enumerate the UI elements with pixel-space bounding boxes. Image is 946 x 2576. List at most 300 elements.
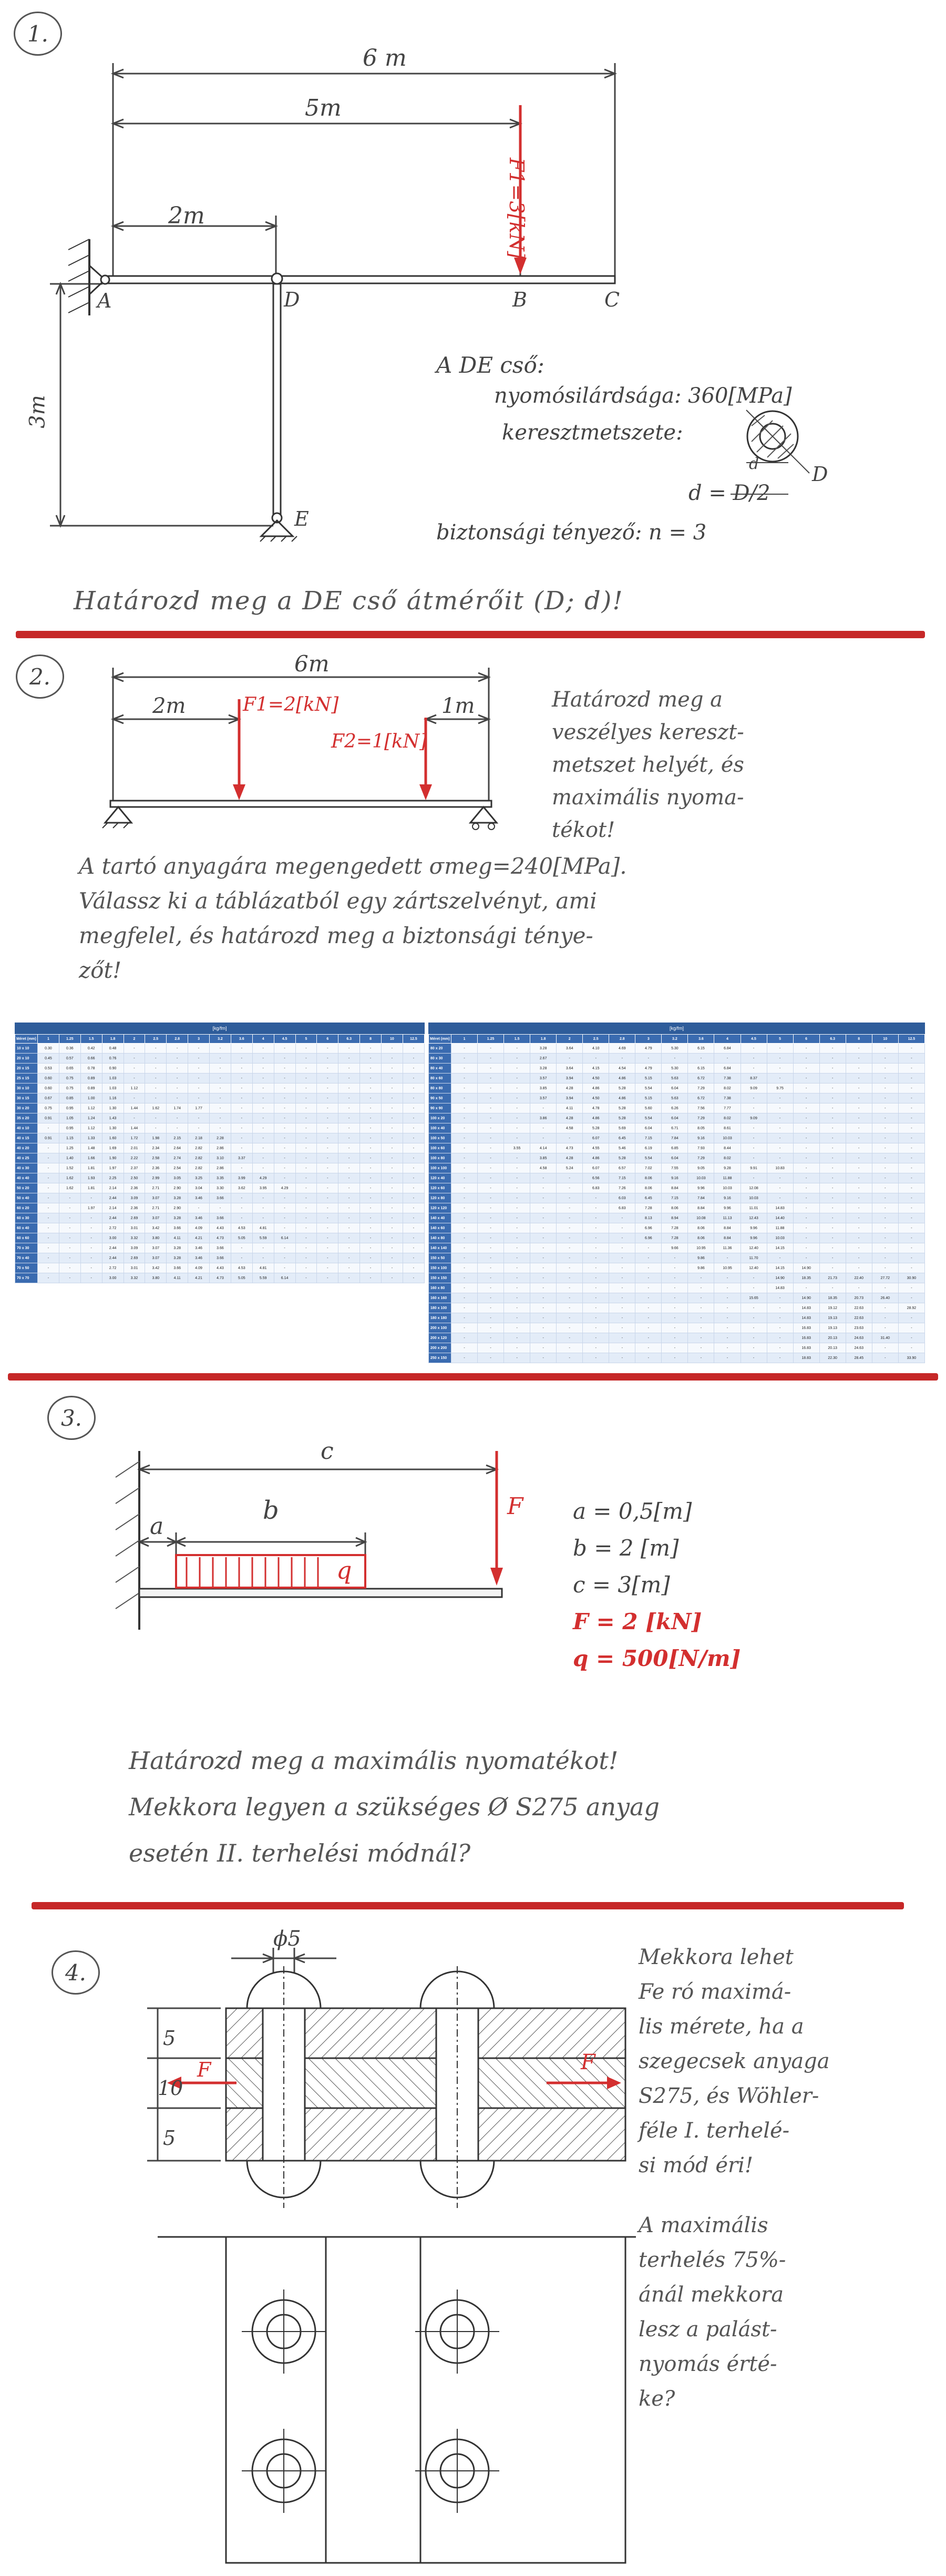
table-cell: 4.86 (583, 1153, 609, 1163)
table-cell: - (898, 1143, 924, 1153)
table-cell: - (898, 1044, 924, 1054)
p4-side1-line-6: féle I. terhelé- (639, 2119, 790, 2143)
table-cell: 3.28 (530, 1044, 557, 1054)
table-cell: - (451, 1253, 478, 1263)
table-cell: - (504, 1323, 530, 1333)
table-cell: 7.15 (662, 1193, 688, 1203)
table-cell: - (338, 1153, 360, 1163)
table-cell: - (38, 1233, 59, 1243)
table-cell: - (167, 1064, 188, 1074)
table-cell: 1.69 (102, 1143, 124, 1153)
table-cell: 0.75 (59, 1074, 80, 1083)
table-cell: - (360, 1093, 382, 1103)
table-row-header: 25 x 15 (15, 1074, 38, 1083)
table-cell: - (478, 1203, 504, 1213)
table-cell: - (295, 1093, 317, 1103)
table-cell: - (274, 1193, 295, 1203)
table-cell: - (504, 1253, 530, 1263)
table-cell: 3.57 (530, 1074, 557, 1083)
table-cell: - (338, 1133, 360, 1143)
table-cell: 3.66 (167, 1263, 188, 1273)
table-cell: - (382, 1273, 403, 1283)
table-cell: 4.29 (274, 1183, 295, 1193)
table-cell: 4.81 (252, 1223, 274, 1233)
table-cell: - (741, 1133, 767, 1143)
table-cell: 10.03 (741, 1193, 767, 1203)
table-cell: - (274, 1103, 295, 1113)
table-cell: 4.28 (557, 1113, 583, 1123)
table-cell: 1.15 (59, 1133, 80, 1143)
table-cell: 1.16 (102, 1093, 124, 1103)
table-cell: - (252, 1193, 274, 1203)
table-cell: - (741, 1333, 767, 1343)
table-cell: - (846, 1064, 872, 1074)
table-cell: - (872, 1243, 898, 1253)
divider-1 (16, 631, 925, 638)
table-cell: - (478, 1123, 504, 1133)
table-row (429, 1054, 925, 1064)
table-cell: - (124, 1054, 145, 1064)
table-cell: - (59, 1213, 80, 1223)
table-cell: - (504, 1333, 530, 1343)
table-cell: 4.73 (557, 1143, 583, 1153)
table-cell: 33.90 (898, 1353, 924, 1363)
p4-dim-5-top: 5 (163, 2027, 176, 2050)
table-cell: 2.25 (102, 1173, 124, 1183)
table-cell: 6.04 (662, 1113, 688, 1123)
table-cell: - (403, 1243, 424, 1253)
table-cell: - (338, 1054, 360, 1064)
table-cell: 3.32 (124, 1233, 145, 1243)
table-cell: 6.19 (635, 1143, 662, 1153)
table-cell: 2.69 (124, 1213, 145, 1223)
table-cell: - (635, 1283, 662, 1293)
table-cell: - (557, 1133, 583, 1143)
table-cell: - (38, 1263, 59, 1273)
point-b-label: B (512, 288, 527, 311)
table-cell: 3.28 (167, 1253, 188, 1263)
table-cell: - (59, 1273, 80, 1283)
table-cell: 4.53 (231, 1263, 252, 1273)
table-cell: 10.03 (767, 1233, 793, 1243)
table-cell: - (872, 1353, 898, 1363)
table-cell: - (872, 1323, 898, 1333)
table-cell: - (793, 1173, 819, 1183)
table-cell: - (504, 1054, 530, 1064)
table-cell: - (317, 1093, 338, 1103)
problem1-task: Határozd meg a DE cső átmérőit (D; d)! (74, 586, 624, 616)
p3-force-f: F (507, 1493, 523, 1520)
table-cell: - (478, 1133, 504, 1143)
table-cell: - (478, 1054, 504, 1064)
table-cell: - (583, 1233, 609, 1243)
table-cell: - (872, 1044, 898, 1054)
table-cell: - (478, 1263, 504, 1273)
table-cell: - (382, 1223, 403, 1233)
table-row (15, 1153, 425, 1163)
table-row (15, 1183, 425, 1193)
table-cell: - (338, 1123, 360, 1133)
table-cell: - (898, 1153, 924, 1163)
table-cell: - (295, 1273, 317, 1283)
table-cell: - (872, 1153, 898, 1163)
table-cell: - (819, 1103, 846, 1113)
table-cell: - (360, 1213, 382, 1223)
table-cell: - (231, 1143, 252, 1153)
table-cell: 8.06 (662, 1203, 688, 1213)
table-cell: 3.99 (231, 1173, 252, 1183)
table-cell: 2.71 (145, 1183, 167, 1193)
table-cell: - (451, 1153, 478, 1163)
table-cell: - (317, 1193, 338, 1203)
table-cell: - (741, 1123, 767, 1133)
table-cell: - (557, 1193, 583, 1203)
table-cell: 3.07 (145, 1193, 167, 1203)
table-cell: 24.63 (846, 1343, 872, 1353)
table-cell: - (846, 1093, 872, 1103)
table-row-header: 80 x 30 (429, 1054, 451, 1064)
table-cell: - (403, 1253, 424, 1263)
table-cell: 8.02 (714, 1113, 741, 1123)
table-cell: - (557, 1303, 583, 1313)
table-cell: 6.45 (635, 1193, 662, 1203)
table-cell: - (403, 1223, 424, 1233)
table-row-header: 120 x 60 (429, 1183, 451, 1193)
table-column-header: 4 (252, 1035, 274, 1044)
table-cell: - (557, 1353, 583, 1363)
table-cell: 2.90 (167, 1183, 188, 1193)
table-cell: 14.83 (767, 1203, 793, 1213)
table-cell: - (360, 1054, 382, 1064)
table-cell: - (583, 1203, 609, 1213)
table-cell: - (530, 1123, 557, 1133)
table-cell: - (714, 1054, 741, 1064)
table-cell: 0.60 (38, 1074, 59, 1083)
table-cell: - (898, 1263, 924, 1273)
table-cell: - (557, 1203, 583, 1213)
table-cell: 2.34 (145, 1143, 167, 1153)
table-cell: - (167, 1074, 188, 1083)
table-cell: - (451, 1343, 478, 1353)
table-cell: - (662, 1353, 688, 1363)
table-cell: - (210, 1044, 231, 1054)
table-cell: 3.28 (530, 1064, 557, 1074)
table-cell: 0.85 (59, 1093, 80, 1103)
table-cell: - (317, 1143, 338, 1153)
table-cell: - (360, 1203, 382, 1213)
table-column-header: 1.25 (478, 1035, 504, 1044)
table-cell: 3.95 (252, 1183, 274, 1193)
table-cell: 1.48 (80, 1143, 102, 1153)
table-cell: - (478, 1253, 504, 1263)
table-cell: - (478, 1044, 504, 1054)
table-cell: 1.81 (80, 1183, 102, 1193)
table-cell: - (504, 1353, 530, 1363)
p4-side2-line-2: terhelés 75%- (639, 2248, 786, 2272)
table-cell: - (846, 1163, 872, 1173)
table-column-header: 2.8 (609, 1035, 635, 1044)
table-cell: - (451, 1054, 478, 1064)
table-row-header: 160 x 80 (429, 1283, 451, 1293)
table-cell: - (360, 1233, 382, 1243)
table-cell: 14.40 (767, 1213, 793, 1223)
table-cell: 1.44 (124, 1103, 145, 1113)
table-cell: 5.59 (252, 1233, 274, 1243)
table-cell: - (767, 1153, 793, 1163)
table-cell: - (38, 1253, 59, 1263)
table-cell: - (583, 1253, 609, 1263)
table-cell: 4.28 (557, 1083, 583, 1093)
dim-5m-label: 5m (305, 95, 342, 121)
table-cell: - (382, 1233, 403, 1243)
table-row-header: 70 x 30 (15, 1243, 38, 1253)
p3-given-c: c = 3[m] (573, 1572, 670, 1598)
table-cell: 15.65 (741, 1293, 767, 1303)
table-cell: - (504, 1093, 530, 1103)
table-cell: - (688, 1313, 714, 1323)
table-cell: - (530, 1303, 557, 1313)
p3-dim-a: a (150, 1513, 164, 1540)
table-cell: 4.10 (583, 1044, 609, 1054)
table-cell: - (188, 1093, 210, 1103)
table-cell: - (403, 1074, 424, 1083)
table-cell: - (872, 1223, 898, 1233)
table-cell: - (382, 1173, 403, 1183)
table-cell: - (819, 1143, 846, 1153)
table-cell: 0.36 (59, 1044, 80, 1054)
table-cell: - (793, 1243, 819, 1253)
table-row (429, 1163, 925, 1173)
table-cell: - (59, 1203, 80, 1213)
table-cell: 7.26 (609, 1183, 635, 1193)
table-cell: - (124, 1044, 145, 1054)
p4-side1-line-4: szegecsek anyaga (639, 2049, 830, 2073)
table-cell: - (382, 1113, 403, 1123)
table-cell: - (338, 1193, 360, 1203)
p4-side1-line-2: Fe ró maximá- (639, 1980, 791, 2004)
table-cell: 2.86 (210, 1143, 231, 1153)
table-row (15, 1133, 425, 1143)
table-cell: - (451, 1163, 478, 1173)
table-row (429, 1133, 925, 1143)
table-cell: - (767, 1143, 793, 1153)
table-cell: - (59, 1233, 80, 1243)
table-row-header: 20 x 10 (15, 1054, 38, 1064)
table-row-header: 200 x 100 (429, 1323, 451, 1333)
table-row-header: 10 x 10 (15, 1044, 38, 1054)
table-cell: - (741, 1044, 767, 1054)
table-cell: - (451, 1213, 478, 1223)
table-row (15, 1143, 425, 1153)
table-cell: 3.28 (167, 1213, 188, 1223)
table-cell: - (274, 1093, 295, 1103)
point-c-label: C (604, 288, 620, 311)
table-cell: - (478, 1093, 504, 1103)
table-row (15, 1103, 425, 1113)
table-cell: - (252, 1113, 274, 1123)
table-cell: - (898, 1213, 924, 1223)
table-cell: 9.16 (662, 1173, 688, 1183)
table-cell: 2.72 (102, 1263, 124, 1273)
table-cell: 2.54 (167, 1163, 188, 1173)
section-d-big: D (812, 463, 828, 486)
table-cell: - (898, 1054, 924, 1064)
table-cell: 4.11 (167, 1233, 188, 1243)
table-cell: - (504, 1293, 530, 1303)
table-cell: 9.75 (767, 1083, 793, 1093)
table-cell: - (382, 1243, 403, 1253)
table-cell: - (382, 1044, 403, 1054)
table-row-header: 40 x 30 (15, 1163, 38, 1173)
table-cell: - (295, 1203, 317, 1213)
table-row (429, 1263, 925, 1273)
table-cell: 4.58 (557, 1123, 583, 1133)
table-cell: 7.15 (635, 1133, 662, 1143)
table-row-header: 100 x 50 (429, 1133, 451, 1143)
table-row (429, 1253, 925, 1263)
table-cell: - (59, 1223, 80, 1233)
table-cell: 2.82 (188, 1143, 210, 1153)
table-cell: - (530, 1353, 557, 1363)
table-cell: 5.59 (252, 1273, 274, 1283)
table-left-group-header: [kg/fm] (15, 1023, 425, 1034)
table-cell: - (274, 1153, 295, 1163)
table-cell: - (504, 1263, 530, 1273)
table-cell: 11.01 (741, 1203, 767, 1213)
table-cell: - (846, 1203, 872, 1213)
table-cell: - (662, 1263, 688, 1273)
table-cell: 24.63 (846, 1333, 872, 1343)
p3-given-a: a = 0,5[m] (573, 1498, 692, 1524)
table-cell: 4.55 (583, 1143, 609, 1153)
table-cell: - (819, 1243, 846, 1253)
table-cell: - (274, 1054, 295, 1064)
table-row-header: 40 x 25 (15, 1153, 38, 1163)
table-cell: - (530, 1343, 557, 1353)
table-cell: 0.42 (80, 1044, 102, 1054)
table-cell: 21.73 (819, 1273, 846, 1283)
p2-side-line-1: Határozd meg a (552, 688, 723, 712)
table-column-header: 2 (124, 1035, 145, 1044)
table-cell: - (252, 1083, 274, 1093)
table-cell: 3.94 (557, 1074, 583, 1083)
table-cell: 11.88 (714, 1173, 741, 1183)
table-cell: - (741, 1273, 767, 1283)
table-cell: - (295, 1223, 317, 1233)
table-cell: 4.54 (609, 1064, 635, 1074)
table-cell: - (360, 1163, 382, 1173)
table-row-header: 80 x 80 (429, 1083, 451, 1093)
table-column-header: 4.5 (274, 1035, 295, 1044)
table-row (15, 1233, 425, 1243)
table-cell: - (557, 1333, 583, 1343)
table-cell: - (609, 1303, 635, 1313)
table-cell: 9.16 (688, 1133, 714, 1143)
table-cell: - (557, 1253, 583, 1263)
table-cell: - (317, 1233, 338, 1243)
table-row (15, 1213, 425, 1223)
table-cell: - (662, 1343, 688, 1353)
table-cell: 2.82 (188, 1153, 210, 1163)
table-row (15, 1093, 425, 1103)
table-cell: - (662, 1323, 688, 1333)
table-cell: - (872, 1283, 898, 1293)
table-cell: 3.66 (167, 1223, 188, 1233)
table-cell: 14.90 (793, 1263, 819, 1273)
table-cell: - (124, 1113, 145, 1123)
table-cell: - (898, 1203, 924, 1213)
p3-dim-b: b (263, 1496, 279, 1525)
table-cell: - (557, 1293, 583, 1303)
table-cell: - (451, 1143, 478, 1153)
table-cell: 2.69 (124, 1253, 145, 1263)
table-cell: 28.45 (846, 1353, 872, 1363)
table-cell: 0.60 (38, 1083, 59, 1093)
table-cell: 8.02 (714, 1083, 741, 1093)
table-cell: - (688, 1054, 714, 1064)
table-row (429, 1283, 925, 1293)
table-cell: - (530, 1243, 557, 1253)
table-cell: - (403, 1183, 424, 1193)
table-cell: 3.42 (145, 1223, 167, 1233)
table-cell: - (210, 1123, 231, 1133)
table-cell: - (557, 1233, 583, 1243)
table-cell: - (360, 1044, 382, 1054)
table-cell: 6.56 (583, 1173, 609, 1183)
table-cell: - (557, 1223, 583, 1233)
table-cell: - (317, 1044, 338, 1054)
table-cell: - (80, 1233, 102, 1243)
table-row-header: 40 x 15 (15, 1133, 38, 1143)
p2-task-line-4: zőt! (79, 957, 122, 983)
table-cell: 11.70 (741, 1253, 767, 1263)
table-cell: - (210, 1113, 231, 1123)
table-cell: - (662, 1313, 688, 1323)
table-cell: - (609, 1313, 635, 1323)
table-cell: - (767, 1313, 793, 1323)
table-cell: 31.40 (872, 1333, 898, 1343)
table-cell: - (767, 1183, 793, 1193)
table-row (15, 1064, 425, 1074)
table-cell: - (609, 1213, 635, 1223)
table-cell: - (635, 1303, 662, 1313)
table-cell: - (188, 1083, 210, 1093)
table-cell: - (338, 1074, 360, 1083)
table-cell: - (530, 1193, 557, 1203)
table-cell: - (403, 1193, 424, 1203)
table-cell: - (583, 1303, 609, 1313)
table-cell: - (167, 1044, 188, 1054)
table-cell: - (793, 1074, 819, 1083)
table-cell: - (338, 1143, 360, 1153)
p3-task-line-2: Mekkora legyen a szükséges Ø S275 anyag (129, 1793, 660, 1821)
table-cell: - (557, 1054, 583, 1064)
table-cell: - (403, 1173, 424, 1183)
table-cell: - (382, 1153, 403, 1163)
table-row-header: 120 x 40 (429, 1173, 451, 1183)
table-cell: 6.04 (662, 1153, 688, 1163)
table-cell: - (317, 1263, 338, 1273)
table-cell: 1.97 (80, 1203, 102, 1213)
table-row (429, 1313, 925, 1323)
table-cell: 1.12 (80, 1123, 102, 1133)
table-cell: - (478, 1303, 504, 1313)
table-cell: - (252, 1074, 274, 1083)
table-cell: - (382, 1093, 403, 1103)
table-row-header: 180 x 180 (429, 1313, 451, 1323)
table-cell: - (145, 1093, 167, 1103)
table-cell: - (872, 1183, 898, 1193)
